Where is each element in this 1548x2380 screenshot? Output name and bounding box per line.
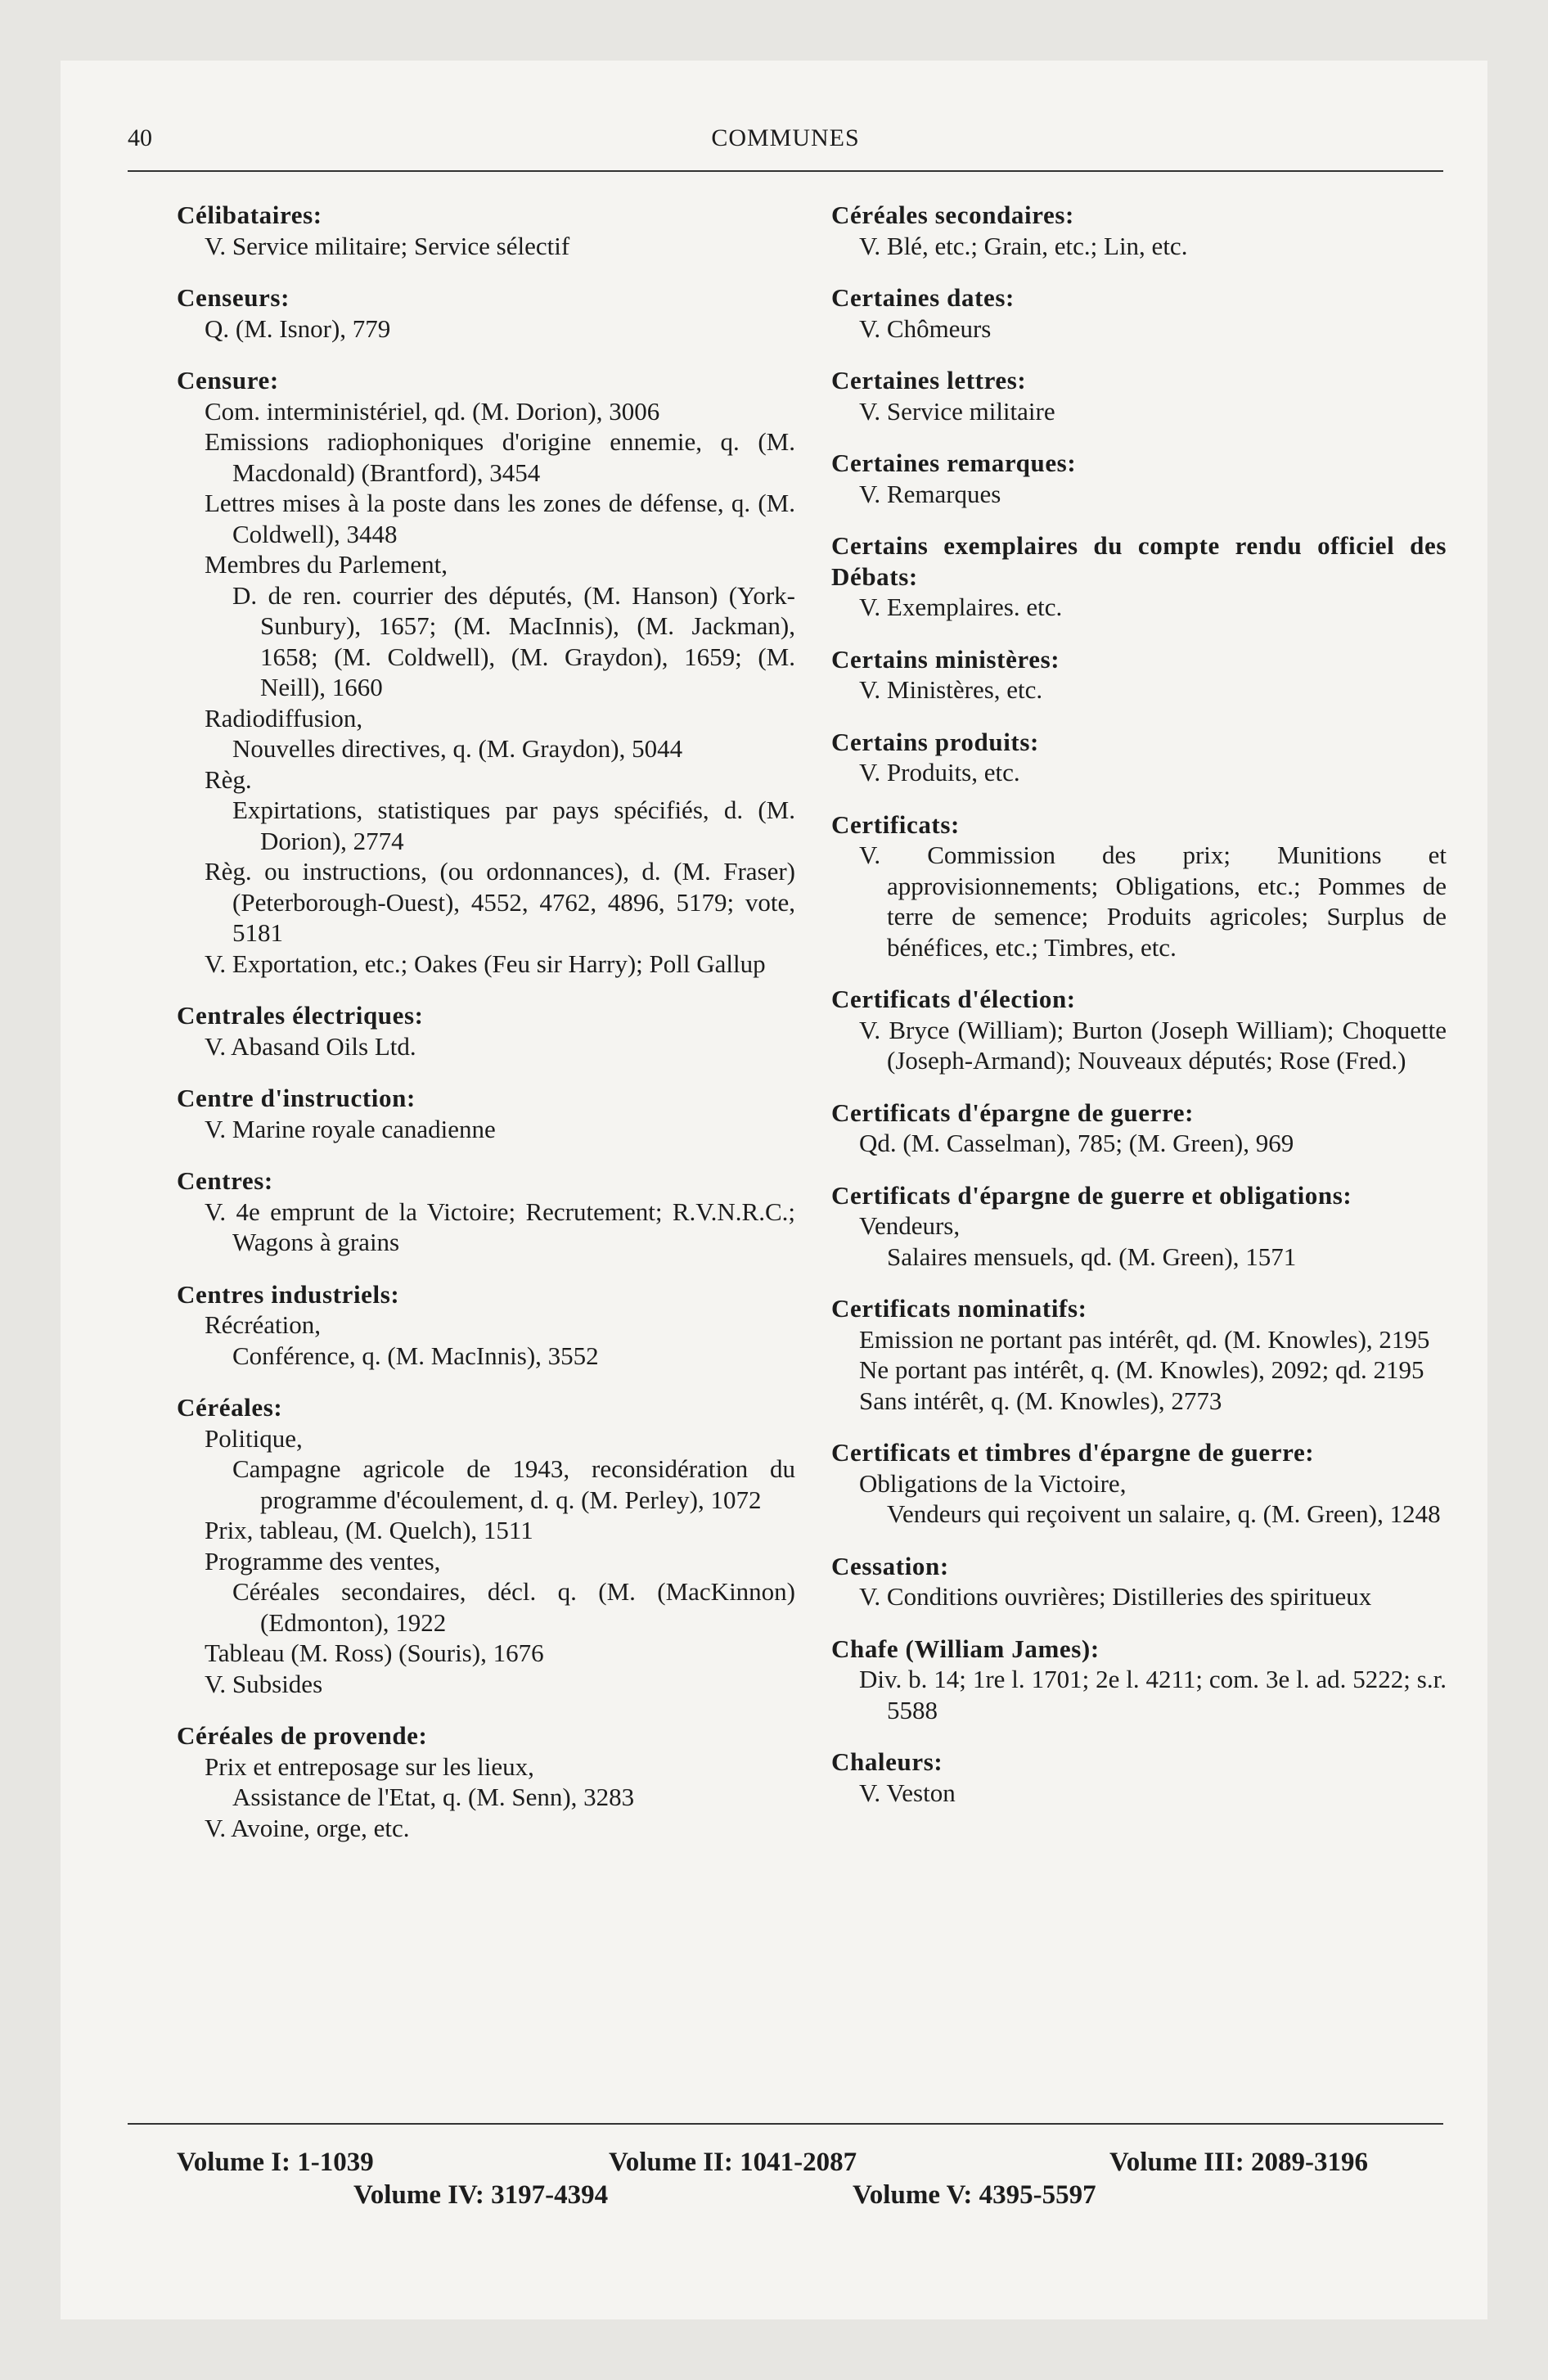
volume-range: Volume I: 1-1039 [177,2148,374,2177]
volume-range: Volume V: 4395-5597 [853,2180,1096,2210]
entry-line: Div. b. 14; 1re l. 1701; 2e l. 4211; com. 3e l. ad. 5222; s.r. 5588 [859,1665,1447,1724]
index-entry [831,1551,1447,1612]
entry-heading: Certificats d'élection: [831,985,1076,1013]
entry-line: V. Exemplaires. etc. [859,593,1063,621]
entry-line: Politique, [205,1423,303,1453]
running-header [128,124,1443,172]
index-column-left [177,200,795,1864]
entry-line: V. Subsides [205,1669,323,1698]
entry-line: V. Produits, etc. [859,758,1020,787]
page-title: COMMUNES [711,124,860,151]
entry-line: Sans intérêt, q. (M. Knowles), 2773 [859,1386,1222,1415]
index-entry [177,1279,795,1372]
index-entry [177,1720,795,1843]
entry-line: Campagne agricole de 1943, reconsidération du programme d'écoulement, d. q. (M. Perley), 1072 [232,1454,795,1514]
entry-line: Vendeurs qui reçoivent un salaire, q. (M. Green), 1248 [887,1499,1441,1528]
entry-line: Lettres mises à la poste dans les zones de défense, q. (M. Coldwell), 3448 [205,489,795,548]
entry-line: V. Veston [859,1778,956,1807]
index-entry [177,1083,795,1144]
entry-line: Nouvelles directives, q. (M. Graydon), 5044 [232,734,683,763]
volume-range: Volume II: 1041-2087 [609,2148,857,2177]
entry-heading: Certificats d'épargne de guerre: [831,1098,1195,1127]
entry-line: Règ. ou instructions, (ou ordonnances), d. (M. Fraser) (Peterborough-Ouest), 4552, 4762, 4896, 5179; vote, 5181 [205,857,795,947]
entry-line: V. Ministères, etc. [859,675,1043,704]
entry-heading: Céréales de provende: [177,1721,428,1750]
document-page [61,61,1487,2319]
entry-line: Conférence, q. (M. MacInnis), 3552 [232,1341,599,1370]
index-entry [831,1437,1447,1530]
entry-heading: Célibataires: [177,201,322,229]
entry-line: Emissions radiophoniques d'origine ennemie, q. (M. Macdonald) (Brantford), 3454 [205,427,795,487]
entry-heading: Censure: [177,366,279,394]
index-entry [831,809,1447,963]
entry-heading: Certificats d'épargne de guerre et obligations: [831,1180,1352,1210]
page-number: 40 [128,124,152,151]
entry-heading: Cessation: [831,1551,949,1580]
entry-line: Prix et entreposage sur les lieux, [205,1751,534,1781]
entry-line: V. Abasand Oils Ltd. [205,1031,416,1061]
entry-line: Programme des ventes, [205,1546,441,1575]
entry-line: D. de ren. courrier des députés, (M. Hanson) (York-Sunbury), 1657; (M. MacInnis), (M. Jackman), 1658; (M. Coldwell), (M. Graydon), 1659; (M. Neill), 1660 [232,580,795,701]
entry-heading: Centre d'instruction: [177,1084,416,1112]
entry-line: Récréation, [205,1310,322,1339]
entry-line: Emission ne portant pas intérêt, qd. (M. Knowles), 2195 [859,1324,1430,1354]
index-entry [831,282,1447,344]
index-entry [831,1293,1447,1416]
index-entry [831,200,1447,261]
index-entry [831,530,1447,623]
entry-line: Céréales secondaires, décl. q. (M. (MacKinnon) (Edmonton), 1922 [232,1577,795,1637]
entry-heading: Centrales électriques: [177,1001,424,1030]
volume-range: Volume IV: 3197-4394 [353,2180,609,2210]
entry-line: V. Chômeurs [859,313,992,343]
index-entry [177,1000,795,1062]
entry-heading: Certains exemplaires du compte rendu officiel des Débats: [831,531,1447,591]
index-column-right [831,200,1447,1829]
entry-line: Com. interministériel, qd. (M. Dorion), 3006 [205,396,660,426]
index-entry [177,1392,795,1699]
entry-line: Qd. (M. Casselman), 785; (M. Green), 969 [859,1129,1294,1157]
index-entry [831,365,1447,426]
entry-line: Tableau (M. Ross) (Souris), 1676 [205,1639,544,1667]
entry-line: V. Service militaire; Service sélectif [205,231,570,260]
entry-line: Prix, tableau, (M. Quelch), 1511 [205,1516,533,1544]
index-entry [177,1165,795,1258]
entry-line: Règ. [205,764,252,794]
entry-heading: Censeurs: [177,283,290,312]
entry-heading: Certaines remarques: [831,449,1077,477]
index-entry [831,1098,1447,1159]
entry-line: Assistance de l'Etat, q. (M. Senn), 3283 [232,1783,635,1811]
entry-heading: Certains produits: [831,727,1039,756]
entry-line: Radiodiffusion, [205,703,363,732]
volume-range: Volume III: 2089-3196 [1109,2148,1368,2177]
index-entry [831,1747,1447,1808]
index-entry [177,200,795,261]
entry-line: Obligations de la Victoire, [859,1468,1127,1498]
entry-heading: Céréales: [177,1393,283,1422]
index-entry [831,1634,1447,1726]
index-entry [831,1180,1447,1273]
entry-line: V. Service militaire [859,396,1055,426]
entry-line: V. Conditions ouvrières; Distilleries des spiritueux [859,1582,1372,1611]
entry-line: V. Exportation, etc.; Oakes (Feu sir Harry); Poll Gallup [205,949,766,978]
entry-heading: Certaines dates: [831,283,1015,312]
entry-line: V. Avoine, orge, etc. [205,1813,410,1842]
index-entry [831,644,1447,705]
entry-line: V. Commission des prix; Munitions et approvisionnements; Obligations, etc.; Pommes de terre de semence; Produits agricoles; Surplus de bénéfices, etc.; Timbres, etc. [859,841,1447,962]
entry-line: V. Blé, etc.; Grain, etc.; Lin, etc. [859,231,1188,260]
entry-heading: Certificats nominatifs: [831,1294,1087,1323]
index-entry [831,984,1447,1076]
index-entry [177,365,795,979]
entry-heading: Chafe (William James): [831,1634,1100,1663]
entry-heading: Centres: [177,1166,273,1195]
entry-heading: Certificats: [831,809,960,839]
entry-line: V. Bryce (William); Burton (Joseph William); Choquette (Joseph-Armand); Nouveaux députés; Rose (Fred.) [859,1015,1447,1075]
entry-line: Expirtations, statistiques par pays spécifiés, d. (M. Dorion), 2774 [232,796,795,855]
entry-heading: Céréales secondaires: [831,201,1074,229]
footer-rule [128,2123,1443,2125]
entry-heading: Certificats et timbres d'épargne de guerre: [831,1438,1315,1467]
entry-line: Q. (M. Isnor), 779 [205,313,391,343]
entry-line: V. Remarques [859,479,1001,508]
entry-line: Vendeurs, [859,1211,961,1240]
index-entry [177,282,795,344]
entry-heading: Chaleurs: [831,1747,943,1776]
entry-heading: Centres industriels: [177,1279,400,1309]
entry-line: Ne portant pas intérêt, q. (M. Knowles), 2092; qd. 2195 [859,1355,1424,1384]
entry-line: Salaires mensuels, qd. (M. Green), 1571 [887,1242,1297,1271]
entry-line: Membres du Parlement, [205,550,448,579]
index-entry [831,727,1447,788]
entry-line: V. 4e emprunt de la Victoire; Recrutement; R.V.N.R.C.; Wagons à grains [205,1197,795,1256]
volume-ranges-footer [177,2146,1443,2211]
index-entry [831,448,1447,509]
entry-line: V. Marine royale canadienne [205,1114,496,1143]
entry-heading: Certaines lettres: [831,366,1027,394]
entry-heading: Certains ministères: [831,644,1060,674]
